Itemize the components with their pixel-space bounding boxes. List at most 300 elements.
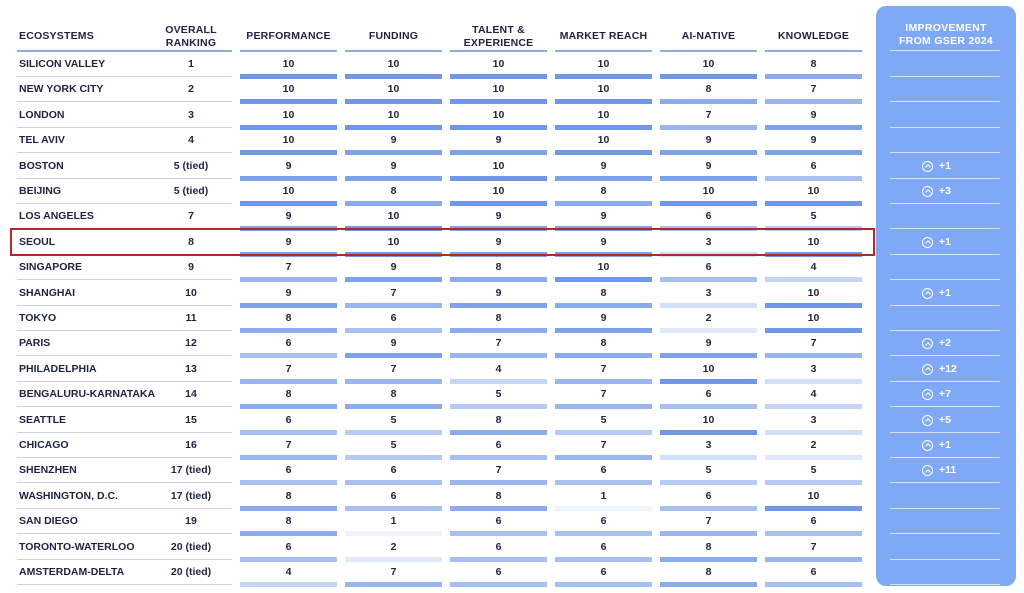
ecosystem-name: TOKYO: [19, 312, 57, 324]
improvement-row-divider: [890, 508, 1000, 509]
row-divider: [17, 355, 232, 356]
overall-ranking: 17 (tied): [170, 489, 212, 502]
score-value: 9: [285, 235, 292, 248]
score-value: 6: [600, 540, 607, 553]
score-bar: [555, 455, 652, 460]
improvement-header-underline: [890, 50, 1000, 51]
row-divider: [17, 533, 232, 534]
improvement-row-divider: [890, 559, 1000, 560]
score-bar: [660, 430, 757, 435]
row-divider: [17, 178, 232, 179]
score-value: 10: [282, 108, 295, 121]
score-bar: [555, 125, 652, 130]
score-bar: [240, 379, 337, 384]
score-value: 10: [387, 235, 400, 248]
row-divider: [17, 508, 232, 509]
overall-ranking: 12: [185, 337, 197, 350]
score-value: 9: [390, 159, 397, 172]
score-value: 9: [810, 134, 817, 147]
score-value: 10: [387, 83, 400, 96]
score-value: 10: [597, 108, 610, 121]
ecosystem-name: CHICAGO: [19, 439, 69, 451]
score-bar: [555, 201, 652, 206]
score-value: 10: [282, 58, 295, 70]
score-bar: [660, 557, 757, 562]
ecosystem-name: PHILADELPHIA: [19, 362, 97, 375]
score-bar: [450, 303, 547, 308]
column-header: [660, 30, 757, 43]
score-value: 5: [390, 439, 397, 451]
score-value: 8: [495, 312, 502, 324]
improvement-row-divider: [890, 584, 1000, 585]
improvement-value: +11: [939, 464, 957, 477]
score-value: 6: [810, 159, 817, 172]
row-divider: [17, 76, 232, 77]
score-value: 10: [807, 185, 820, 197]
score-bar: [345, 531, 442, 536]
score-value: 10: [387, 210, 400, 223]
score-value: 7: [810, 540, 817, 553]
score-value: 9: [285, 286, 292, 299]
score-value: 2: [705, 312, 712, 324]
score-value: 9: [600, 210, 607, 223]
score-value: 9: [705, 134, 712, 147]
score-value: 7: [600, 388, 607, 401]
score-bar: [555, 176, 652, 181]
score-value: 8: [285, 388, 292, 401]
ecosystem-name: BEIJING: [19, 185, 62, 197]
improvement-row-divider: [890, 482, 1000, 483]
score-bar: [555, 150, 652, 155]
improvement-row-divider: [890, 76, 1000, 77]
improvement-row-divider: [890, 432, 1000, 433]
improvement-row-divider: [890, 152, 1000, 153]
score-bar: [765, 455, 862, 460]
score-bar: [765, 557, 862, 562]
column-header: [240, 30, 337, 43]
column-header: [450, 24, 547, 50]
score-value: 6: [705, 388, 712, 401]
score-value: 8: [705, 566, 712, 578]
column-header: [146, 24, 236, 50]
score-value: 10: [492, 159, 505, 172]
score-value: 6: [600, 464, 607, 477]
score-bar: [555, 582, 652, 587]
score-value: 10: [807, 235, 820, 248]
score-value: 4: [810, 261, 817, 274]
score-bar: [450, 277, 547, 282]
row-divider: [17, 203, 232, 204]
arrow-up-circle-icon: [922, 186, 933, 197]
score-value: 10: [597, 261, 610, 274]
score-value: 8: [285, 489, 292, 502]
header-underline: [17, 50, 232, 52]
score-value: 10: [282, 83, 295, 96]
score-bar: [765, 201, 862, 206]
column-header-line: TALENT &: [472, 24, 525, 36]
score-bar: [555, 353, 652, 358]
score-value: 8: [495, 261, 502, 274]
score-value: 4: [285, 566, 292, 578]
score-bar: [660, 582, 757, 587]
score-bar: [450, 125, 547, 130]
overall-ranking: 4: [188, 134, 194, 147]
score-bar: [765, 531, 862, 536]
arrow-up-circle-icon: [922, 415, 933, 426]
column-header-line: FUNDING: [368, 30, 419, 42]
improvement-row-divider: [890, 101, 1000, 102]
column-header-line: AI-NATIVE: [681, 30, 736, 42]
score-bar: [660, 303, 757, 308]
score-bar: [555, 303, 652, 308]
score-value: 3: [810, 362, 817, 375]
score-bar: [555, 480, 652, 485]
arrow-up-circle-icon: [922, 288, 933, 299]
overall-ranking: 20 (tied): [170, 540, 212, 553]
ecosystem-name: SHANGHAI: [19, 286, 76, 299]
score-bar: [240, 404, 337, 409]
score-bar: [345, 379, 442, 384]
overall-ranking: 16: [185, 439, 197, 451]
score-value: 10: [387, 108, 400, 121]
score-value: 9: [600, 235, 607, 248]
ecosystem-name: AMSTERDAM-DELTA: [19, 566, 125, 578]
arrow-up-circle-icon: [922, 389, 933, 400]
score-bar: [345, 582, 442, 587]
column-header-line: OVERALL: [165, 24, 217, 36]
score-value: 7: [390, 362, 397, 375]
score-bar: [660, 150, 757, 155]
score-value: 6: [285, 337, 292, 350]
score-bar: [240, 353, 337, 358]
score-bar: [555, 531, 652, 536]
column-header-line: EXPERIENCE: [463, 37, 534, 49]
improvement-row-divider: [890, 279, 1000, 280]
score-bar: [450, 353, 547, 358]
score-value: 8: [285, 515, 292, 528]
score-value: 8: [600, 286, 607, 299]
score-value: 2: [810, 439, 817, 451]
row-divider: [17, 584, 232, 585]
score-value: 9: [285, 210, 292, 223]
score-value: 1: [390, 515, 397, 528]
improvement-row-divider: [890, 533, 1000, 534]
score-value: 5: [810, 464, 817, 477]
score-value: 7: [285, 362, 292, 375]
score-value: 7: [390, 286, 397, 299]
score-value: 6: [390, 464, 397, 477]
score-bar: [240, 74, 337, 79]
score-bar: [555, 430, 652, 435]
ecosystem-name: SEOUL: [19, 235, 56, 248]
score-value: 6: [285, 540, 292, 553]
score-value: 9: [705, 159, 712, 172]
score-value: 9: [390, 261, 397, 274]
score-value: 10: [702, 413, 715, 426]
row-divider: [17, 279, 232, 280]
score-bar: [660, 404, 757, 409]
score-value: 7: [495, 337, 502, 350]
score-value: 8: [495, 489, 502, 502]
score-value: 7: [285, 439, 292, 451]
improvement-row-divider: [890, 203, 1000, 204]
score-value: 7: [390, 566, 397, 578]
score-value: 9: [600, 159, 607, 172]
score-bar: [345, 557, 442, 562]
score-bar: [660, 480, 757, 485]
score-bar: [765, 480, 862, 485]
column-header-line: MARKET REACH: [559, 30, 648, 42]
score-value: 9: [390, 337, 397, 350]
arrow-up-circle-icon: [922, 338, 933, 349]
score-bar: [660, 99, 757, 104]
header-underline: [240, 50, 337, 52]
score-value: 10: [387, 58, 400, 70]
ecosystem-name: TORONTO-WATERLOO: [19, 540, 135, 553]
column-header: [345, 30, 442, 43]
score-bar: [345, 74, 442, 79]
improvement-row-divider: [890, 305, 1000, 306]
score-value: 10: [492, 185, 505, 197]
score-bar: [450, 404, 547, 409]
score-value: 10: [597, 58, 610, 70]
score-value: 10: [597, 83, 610, 96]
score-bar: [450, 582, 547, 587]
score-value: 8: [390, 388, 397, 401]
score-bar: [240, 582, 337, 587]
score-bar: [240, 303, 337, 308]
score-value: 2: [390, 540, 397, 553]
score-value: 9: [495, 235, 502, 248]
score-bar: [765, 277, 862, 282]
score-bar: [765, 74, 862, 79]
score-value: 6: [495, 439, 502, 451]
score-bar: [240, 430, 337, 435]
score-bar: [345, 150, 442, 155]
score-value: 6: [705, 489, 712, 502]
score-bar: [450, 176, 547, 181]
score-bar: [240, 328, 337, 333]
improvement-value: +12: [939, 362, 957, 375]
column-header-line: RANKING: [165, 37, 217, 49]
score-value: 5: [600, 413, 607, 426]
improvement-row-divider: [890, 330, 1000, 331]
score-value: 7: [600, 362, 607, 375]
ecosystem-name: LOS ANGELES: [19, 210, 94, 223]
column-header: [19, 30, 149, 43]
row-divider: [17, 457, 232, 458]
score-bar: [660, 379, 757, 384]
score-bar: [555, 99, 652, 104]
ecosystem-name: WASHINGTON, D.C.: [19, 489, 118, 502]
improvement-panel: [876, 6, 1016, 586]
score-bar: [660, 277, 757, 282]
score-bar: [345, 455, 442, 460]
score-bar: [345, 404, 442, 409]
improvement-value: +1: [939, 235, 951, 248]
score-value: 9: [285, 159, 292, 172]
score-bar: [660, 353, 757, 358]
overall-ranking: 10: [185, 286, 197, 299]
arrow-up-circle-icon: [922, 237, 933, 248]
score-value: 10: [807, 312, 820, 324]
improvement-row-divider: [890, 178, 1000, 179]
improvement-value: +1: [939, 439, 951, 451]
score-value: 5: [390, 413, 397, 426]
score-value: 3: [705, 439, 712, 451]
score-value: 7: [705, 515, 712, 528]
ecosystem-name: SEATTLE: [19, 413, 67, 426]
improvement-value: +2: [939, 337, 951, 350]
score-value: 10: [282, 134, 295, 147]
score-bar: [450, 480, 547, 485]
score-value: 7: [600, 439, 607, 451]
score-value: 9: [705, 337, 712, 350]
score-bar: [555, 74, 652, 79]
score-bar: [660, 176, 757, 181]
score-bar: [555, 277, 652, 282]
score-value: 10: [492, 58, 505, 70]
score-bar: [345, 430, 442, 435]
column-header-line: ECOSYSTEMS: [19, 30, 94, 42]
score-bar: [240, 150, 337, 155]
score-bar: [765, 303, 862, 308]
improvement-row-divider: [890, 457, 1000, 458]
improvement-row-divider: [890, 254, 1000, 255]
score-bar: [345, 176, 442, 181]
score-bar: [660, 328, 757, 333]
improvement-value: +3: [939, 185, 951, 197]
score-value: 8: [810, 58, 817, 70]
score-bar: [450, 531, 547, 536]
score-bar: [660, 201, 757, 206]
ecosystem-name: BOSTON: [19, 159, 64, 172]
score-value: 5: [495, 388, 502, 401]
overall-ranking: 7: [188, 210, 194, 223]
score-value: 5: [705, 464, 712, 477]
ecosystem-name: SILICON VALLEY: [19, 58, 106, 70]
score-bar: [240, 557, 337, 562]
column-header-line: KNOWLEDGE: [777, 30, 850, 42]
score-value: 7: [810, 337, 817, 350]
score-value: 7: [285, 261, 292, 274]
ecosystem-name: SAN DIEGO: [19, 515, 78, 528]
score-value: 10: [492, 83, 505, 96]
score-bar: [240, 99, 337, 104]
header-underline: [450, 50, 547, 52]
header-underline: [555, 50, 652, 52]
score-value: 6: [600, 566, 607, 578]
overall-ranking: 20 (tied): [170, 566, 212, 578]
improvement-row-divider: [890, 381, 1000, 382]
score-value: 8: [600, 185, 607, 197]
score-bar: [555, 404, 652, 409]
ecosystem-name: PARIS: [19, 337, 51, 350]
score-bar: [450, 201, 547, 206]
header-underline: [345, 50, 442, 52]
score-value: 10: [702, 185, 715, 197]
score-bar: [345, 99, 442, 104]
score-value: 9: [495, 286, 502, 299]
score-value: 6: [390, 489, 397, 502]
score-bar: [555, 557, 652, 562]
overall-ranking: 9: [188, 261, 194, 274]
score-bar: [765, 582, 862, 587]
column-header: [765, 30, 862, 43]
score-bar: [240, 176, 337, 181]
score-bar: [765, 176, 862, 181]
improvement-header: FROM GSER 2024: [898, 35, 994, 47]
overall-ranking: 11: [185, 312, 197, 324]
score-bar: [450, 328, 547, 333]
score-value: 9: [495, 134, 502, 147]
score-bar: [240, 531, 337, 536]
score-bar: [450, 430, 547, 435]
score-bar: [450, 455, 547, 460]
score-bar: [450, 506, 547, 511]
overall-ranking: 5 (tied): [173, 159, 209, 172]
score-value: 6: [285, 464, 292, 477]
score-bar: [450, 74, 547, 79]
score-bar: [765, 404, 862, 409]
score-value: 4: [810, 388, 817, 401]
score-value: 8: [705, 540, 712, 553]
score-value: 10: [492, 108, 505, 121]
score-bar: [345, 277, 442, 282]
score-bar: [765, 150, 862, 155]
overall-ranking: 2: [188, 83, 194, 96]
row-divider: [17, 482, 232, 483]
score-bar: [765, 353, 862, 358]
row-divider: [17, 559, 232, 560]
score-bar: [450, 99, 547, 104]
score-value: 7: [705, 108, 712, 121]
improvement-row-divider: [890, 127, 1000, 128]
score-value: 5: [810, 210, 817, 223]
improvement-value: +1: [939, 159, 951, 172]
row-divider: [17, 330, 232, 331]
score-value: 6: [390, 312, 397, 324]
score-value: 6: [810, 515, 817, 528]
score-bar: [345, 353, 442, 358]
score-value: 1: [600, 489, 607, 502]
ecosystem-name: SINGAPORE: [19, 261, 83, 274]
improvement-row-divider: [890, 406, 1000, 407]
score-value: 6: [495, 515, 502, 528]
score-value: 9: [600, 312, 607, 324]
score-bar: [240, 480, 337, 485]
score-bar: [660, 455, 757, 460]
header-underline: [765, 50, 862, 52]
score-bar: [765, 328, 862, 333]
row-divider: [17, 305, 232, 306]
score-bar: [240, 125, 337, 130]
score-value: 6: [495, 540, 502, 553]
score-bar: [345, 328, 442, 333]
column-header: [555, 30, 652, 43]
ecosystem-name: LONDON: [19, 108, 65, 121]
score-bar: [555, 379, 652, 384]
improvement-row-divider: [890, 355, 1000, 356]
score-bar: [555, 328, 652, 333]
score-value: 10: [807, 286, 820, 299]
score-bar: [450, 557, 547, 562]
score-bar: [345, 506, 442, 511]
arrow-up-circle-icon: [922, 161, 933, 172]
score-value: 8: [390, 185, 397, 197]
score-value: 10: [702, 58, 715, 70]
ecosystem-name: TEL AVIV: [19, 134, 65, 147]
